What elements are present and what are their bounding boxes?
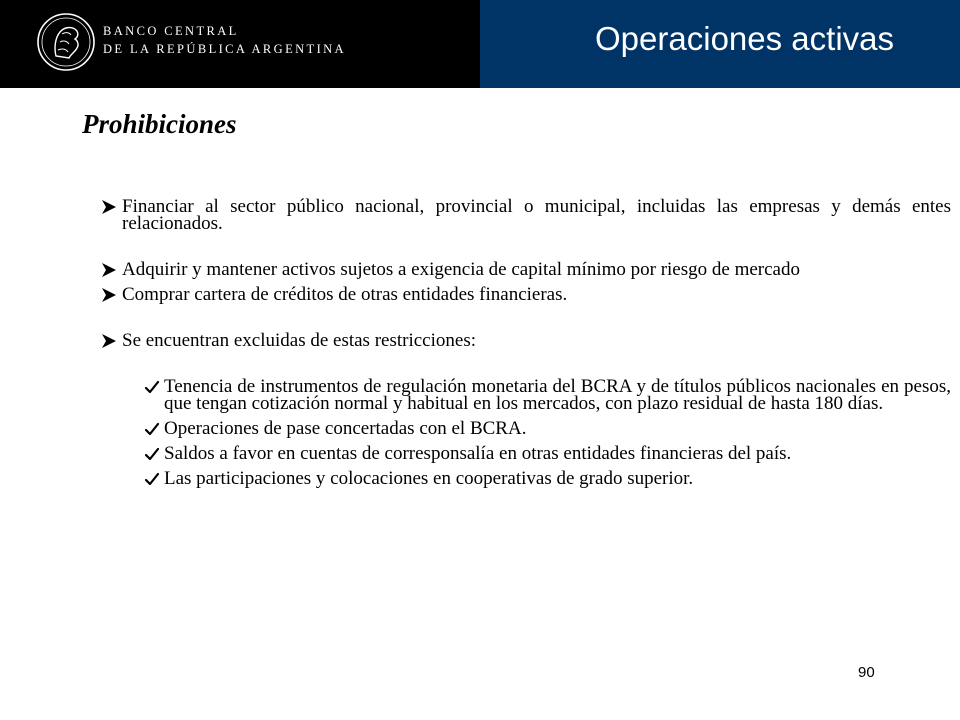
arrowhead-bullet-icon	[100, 261, 118, 279]
sub-bullet-item	[144, 378, 951, 412]
arrowhead-bullet-icon	[100, 286, 118, 304]
bank-name-line2: DE LA REPÚBLICA ARGENTINA	[103, 42, 346, 56]
checkmark-icon	[144, 379, 160, 395]
arrowhead-bullet-icon	[100, 332, 118, 350]
checkmark-icon	[144, 471, 160, 487]
sub-bullet-text: Tenencia de instrumentos de regulación monetaria del BCRA y de títulos públicos nacionales en pesos, que tengan cotización normal y habitual en los mercados, con plazo residual de hasta 180 días.	[164, 376, 951, 414]
sub-bullet-text: Operaciones de pase concertadas con el BCRA.	[164, 418, 527, 439]
bullet-item	[100, 261, 951, 278]
section-title: Prohibiciones	[82, 109, 237, 139]
sub-bullet-text: Las participaciones y colocaciones en cooperativas de grado superior.	[164, 468, 694, 489]
header-right-panel	[480, 0, 960, 88]
bullet-item	[100, 286, 951, 303]
bullet-text: Adquirir y mantener activos sujetos a exigencia de capital mínimo por riesgo de mercado	[122, 259, 800, 280]
sub-bullet-text: Saldos a favor en cuentas de corresponsalía en otras entidades financieras del país.	[164, 443, 792, 464]
bullet-item	[100, 198, 951, 232]
bullet-list	[100, 198, 951, 487]
arrowhead-bullet-icon	[100, 198, 118, 216]
bullet-item	[100, 332, 951, 349]
checkmark-icon	[144, 446, 160, 462]
bullet-text: Comprar cartera de créditos de otras entidades financieras.	[122, 284, 568, 305]
checkmark-icon	[144, 421, 160, 437]
slide-title: Operaciones activas	[595, 20, 894, 57]
sub-bullet-item	[144, 445, 951, 462]
bullet-text: Se encuentran excluidas de estas restricciones:	[122, 330, 476, 351]
page-number: 90	[858, 664, 875, 681]
header-left-panel	[0, 0, 480, 88]
sub-bullet-item	[144, 470, 951, 487]
sub-bullet-item	[144, 420, 951, 437]
bullet-text: Financiar al sector público nacional, provincial o municipal, incluidas las empresas y demás entes relacionados.	[122, 196, 951, 234]
bcra-seal-icon	[36, 12, 96, 72]
bank-name-line1: BANCO CENTRAL	[103, 24, 239, 38]
